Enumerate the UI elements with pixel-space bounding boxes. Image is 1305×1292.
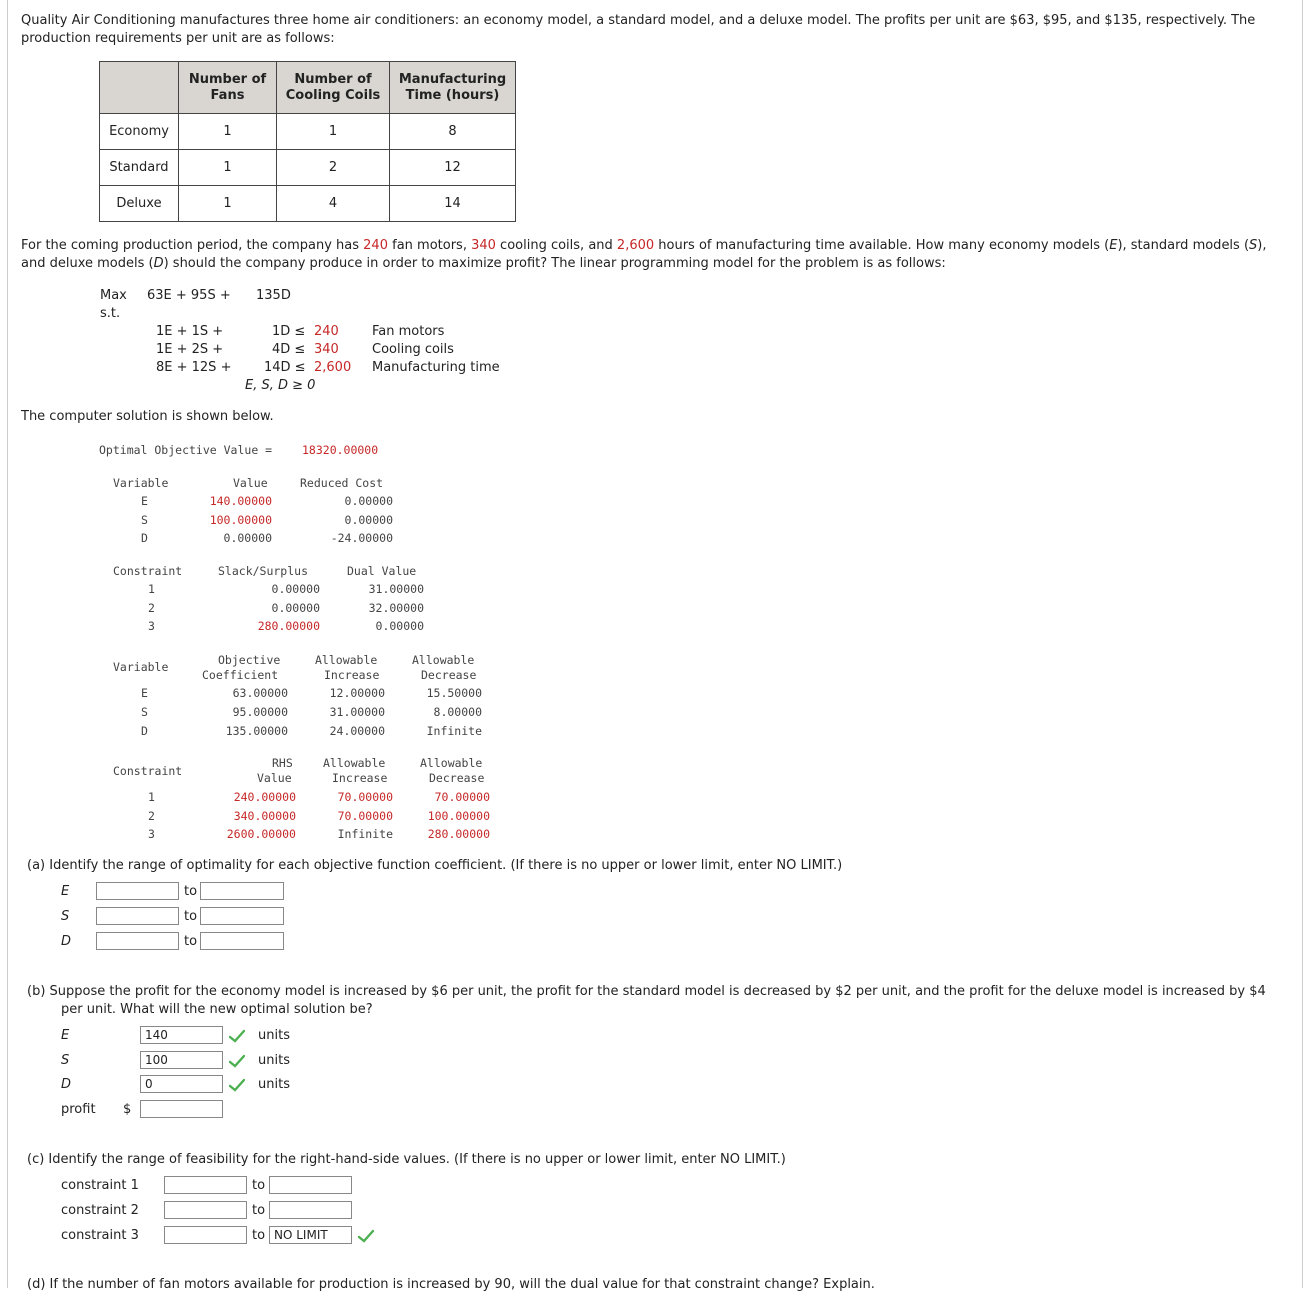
part-c-constraint-3-upper-input[interactable] — [269, 1226, 352, 1244]
constraint-2-d: 4D ≤ — [272, 342, 306, 357]
col-objective: Objective — [218, 653, 281, 667]
col-value: Value — [257, 771, 292, 785]
coils-available: 340 — [471, 238, 496, 253]
text: ), standard models ( — [1117, 238, 1250, 253]
var-reduced-cost: 0.00000 — [344, 494, 393, 508]
constraint-2-rhs: 340 — [314, 342, 339, 357]
header-time — [390, 62, 516, 114]
text: fan motors, — [387, 238, 472, 253]
con-dual: 0.00000 — [375, 619, 424, 633]
col-constraint: Constraint — [113, 564, 183, 578]
part-a-label-s: S — [61, 909, 70, 924]
con-slack: 0.00000 — [271, 582, 320, 596]
units-label: units — [258, 1052, 290, 1068]
solution-intro: The computer solution is shown below. — [21, 409, 274, 424]
constraint-1-lhs: 1E + 1S + — [156, 324, 224, 339]
table-corner — [100, 62, 179, 114]
part-c-label-1: constraint 1 — [61, 1178, 139, 1193]
part-c-label-2: constraint 2 — [61, 1203, 139, 1218]
var-reduced-cost: -24.00000 — [330, 531, 393, 545]
var-value: 100.00000 — [209, 512, 272, 527]
part-b-label-s: S — [61, 1052, 70, 1068]
rhs-name: 3 — [148, 827, 155, 841]
header-text: Manufacturing Time (hours) — [398, 71, 507, 103]
constraint-1-name: Fan motors — [372, 324, 445, 339]
rhs-value: 2600.00000 — [226, 827, 296, 841]
units-label: units — [258, 1077, 290, 1092]
hours-available: 2,600 — [616, 238, 655, 253]
constraint-3-d: 14D ≤ — [264, 360, 306, 375]
con-dual: 31.00000 — [368, 582, 424, 596]
text: hours of manufacturing time available. How many economy models ( — [654, 238, 1110, 253]
rhs-dec: 70.00000 — [434, 790, 490, 804]
to-label: to — [184, 909, 198, 924]
var-value: 140.00000 — [209, 494, 272, 508]
col-allowable: Allowable — [315, 653, 378, 667]
profit-input[interactable] — [140, 1100, 223, 1118]
obj-coef: 63.00000 — [232, 686, 288, 700]
con-name: 3 — [148, 619, 155, 633]
constraint-3-name: Manufacturing time — [372, 360, 500, 375]
col-constraint: Constraint — [113, 764, 183, 778]
part-a-s-lower-input[interactable] — [96, 907, 179, 925]
constraint-3-lhs: 8E + 12S + — [156, 360, 232, 375]
col-allowable: Allowable — [323, 756, 386, 770]
part-c-question: (c) Identify the range of feasibility for the right-hand-side values. (If there is no upper or lower limit, enter NO LIMIT.) — [27, 1152, 786, 1167]
table-row — [100, 150, 516, 186]
objective-terms: 63E + 95S + — [147, 288, 231, 303]
objective-terms-d: 135D — [256, 288, 291, 303]
col-rhs: RHS — [272, 756, 293, 770]
cell-time: 14 — [390, 186, 516, 222]
obj-inc: 31.00000 — [329, 705, 385, 719]
text: For the coming production period, the company has — [21, 238, 364, 253]
con-name: 2 — [148, 600, 155, 615]
obj-inc: 24.00000 — [329, 724, 385, 738]
st-label: s.t. — [100, 306, 121, 321]
check-icon — [229, 1029, 245, 1043]
to-label: to — [184, 934, 198, 949]
part-c-constraint-1-upper-input[interactable] — [269, 1176, 352, 1194]
col-variable: Variable — [113, 476, 169, 490]
check-icon — [358, 1229, 374, 1243]
var-name: S — [141, 512, 148, 527]
col-coefficient: Coefficient — [202, 668, 279, 682]
part-b-label-e: E — [61, 1028, 70, 1043]
rhs-name: 1 — [148, 790, 155, 804]
part-a-e-lower-input[interactable] — [96, 882, 179, 900]
col-increase: Increase — [324, 668, 380, 682]
part-c-constraint-3-lower-input[interactable] — [164, 1226, 247, 1244]
col-decrease: Decrease — [421, 668, 477, 682]
part-a-e-upper-input[interactable] — [200, 882, 284, 900]
cell-fans: 1 — [179, 114, 277, 150]
text: and deluxe models ( — [21, 256, 154, 271]
constraint-3-rhs: 2,600 — [314, 360, 352, 375]
requirements-table — [99, 61, 516, 222]
dollar-sign: $ — [123, 1102, 132, 1117]
table-row — [100, 186, 516, 222]
var-d: D — [153, 256, 164, 271]
obj-var-name: D — [141, 724, 148, 738]
var-e: E — [1109, 238, 1118, 253]
var-reduced-cost: 0.00000 — [344, 512, 393, 527]
max-label: Max — [100, 288, 127, 303]
col-allowable: Allowable — [420, 756, 483, 770]
obj-coef: 135.00000 — [225, 724, 288, 738]
cell-fans: 1 — [179, 186, 277, 222]
text: cooling coils, and — [495, 238, 617, 253]
cell-time: 12 — [390, 150, 516, 186]
cell-coils: 2 — [277, 150, 390, 186]
header-text: Number of Cooling Coils — [285, 71, 381, 103]
obj-var-name: E — [141, 686, 148, 700]
header-fans — [179, 62, 277, 114]
col-decrease: Decrease — [429, 771, 485, 785]
check-icon — [229, 1054, 245, 1068]
table-header-row — [100, 62, 516, 114]
part-d-question: (d) If the number of fan motors available for production is increased by 90, will the dual value for that constraint change? Explain. — [27, 1277, 875, 1292]
problem-paragraph — [21, 237, 1291, 273]
rhs-inc: Infinite — [337, 827, 393, 841]
rhs-inc: 70.00000 — [337, 790, 393, 804]
to-label: to — [252, 1203, 266, 1218]
profit-label: profit — [61, 1102, 96, 1117]
cell-time: 8 — [390, 114, 516, 150]
rhs-dec: 280.00000 — [427, 827, 490, 841]
obj-dec: 8.00000 — [433, 705, 482, 719]
col-reduced-cost: Reduced Cost — [300, 476, 384, 490]
con-slack: 280.00000 — [257, 619, 320, 633]
check-icon — [229, 1078, 245, 1092]
con-name: 1 — [148, 582, 155, 596]
part-b-d-input[interactable] — [140, 1075, 223, 1093]
nonnegativity: E, S, D ≥ 0 — [245, 378, 316, 393]
part-b-label-d: D — [61, 1077, 72, 1092]
intro-paragraph: Quality Air Conditioning manufactures three home air conditioners: an economy model, a standard model, and a deluxe model. The profits per unit are $63, $95, and $135, respectively. The production requirements per unit are as follows: — [21, 13, 1256, 46]
part-a-d-upper-input[interactable] — [200, 932, 284, 950]
part-c-constraint-2-upper-input[interactable] — [269, 1201, 352, 1219]
header-text: Number of Fans — [188, 71, 267, 103]
header-coils — [277, 62, 390, 114]
to-label: to — [252, 1228, 266, 1243]
obj-dec: 15.50000 — [426, 686, 482, 700]
rhs-value: 240.00000 — [233, 790, 296, 804]
cell-coils: 1 — [277, 114, 390, 150]
col-allowable: Allowable — [412, 653, 475, 667]
objective-value: 18320.00000 — [302, 443, 379, 457]
part-a-s-upper-input[interactable] — [200, 907, 284, 925]
col-dual: Dual Value — [347, 564, 417, 578]
rhs-value: 340.00000 — [233, 808, 296, 823]
rhs-dec: 100.00000 — [427, 808, 490, 823]
col-increase: Increase — [332, 771, 388, 785]
obj-coef: 95.00000 — [232, 705, 288, 719]
text: ) should the company produce in order to maximize profit? The linear programming model for the problem is as follows: — [163, 256, 946, 271]
row-label: Standard — [100, 150, 179, 186]
part-a-label-e: E — [61, 884, 70, 899]
part-c-constraint-2-lower-input[interactable] — [164, 1201, 247, 1219]
part-a-d-lower-input[interactable] — [96, 932, 179, 950]
con-dual: 32.00000 — [368, 600, 424, 615]
table-row — [100, 114, 516, 150]
part-b-question-line2: per unit. What will the new optimal solution be? — [61, 1002, 373, 1017]
obj-inc: 12.00000 — [329, 686, 385, 700]
var-name: E — [141, 494, 148, 508]
row-label: Economy — [100, 114, 179, 150]
rhs-name: 2 — [148, 808, 155, 823]
to-label: to — [184, 884, 198, 899]
cell-coils: 4 — [277, 186, 390, 222]
part-c-label-3: constraint 3 — [61, 1228, 139, 1243]
col-slack: Slack/Surplus — [218, 564, 309, 578]
obj-dec: Infinite — [426, 724, 482, 738]
row-label: Deluxe — [100, 186, 179, 222]
obj-var-name: S — [141, 705, 148, 719]
constraint-2-lhs: 1E + 2S + — [156, 342, 224, 357]
part-a-label-d: D — [61, 934, 72, 949]
text: ), — [1257, 238, 1267, 253]
con-slack: 0.00000 — [271, 600, 320, 615]
part-a-question: (a) Identify the range of optimality for each objective function coefficient. (If there is no upper or lower limit, enter NO LIMIT.) — [27, 858, 843, 873]
constraint-2-name: Cooling coils — [372, 342, 454, 357]
part-b-question-line1: (b) Suppose the profit for the economy model is increased by $6 per unit, the profit for the standard model is decreased by $2 per unit, and the profit for the deluxe model is increased by $4 — [27, 984, 1266, 999]
rhs-inc: 70.00000 — [337, 808, 393, 823]
part-b-s-input[interactable] — [140, 1051, 223, 1069]
var-name: D — [141, 531, 148, 545]
var-value: 0.00000 — [223, 531, 272, 545]
to-label: to — [252, 1178, 266, 1193]
col-variable: Variable — [113, 660, 169, 674]
units-label: units — [258, 1028, 290, 1043]
cell-fans: 1 — [179, 150, 277, 186]
part-c-constraint-1-lower-input[interactable] — [164, 1176, 247, 1194]
constraint-1-rhs: 240 — [314, 324, 339, 339]
part-b-e-input[interactable] — [140, 1026, 223, 1044]
col-value: Value — [233, 476, 268, 490]
var-s: S — [1249, 238, 1258, 253]
fans-available: 240 — [363, 238, 388, 253]
objective-value-label: Optimal Objective Value = — [99, 443, 273, 457]
constraint-1-d: 1D ≤ — [272, 324, 306, 339]
